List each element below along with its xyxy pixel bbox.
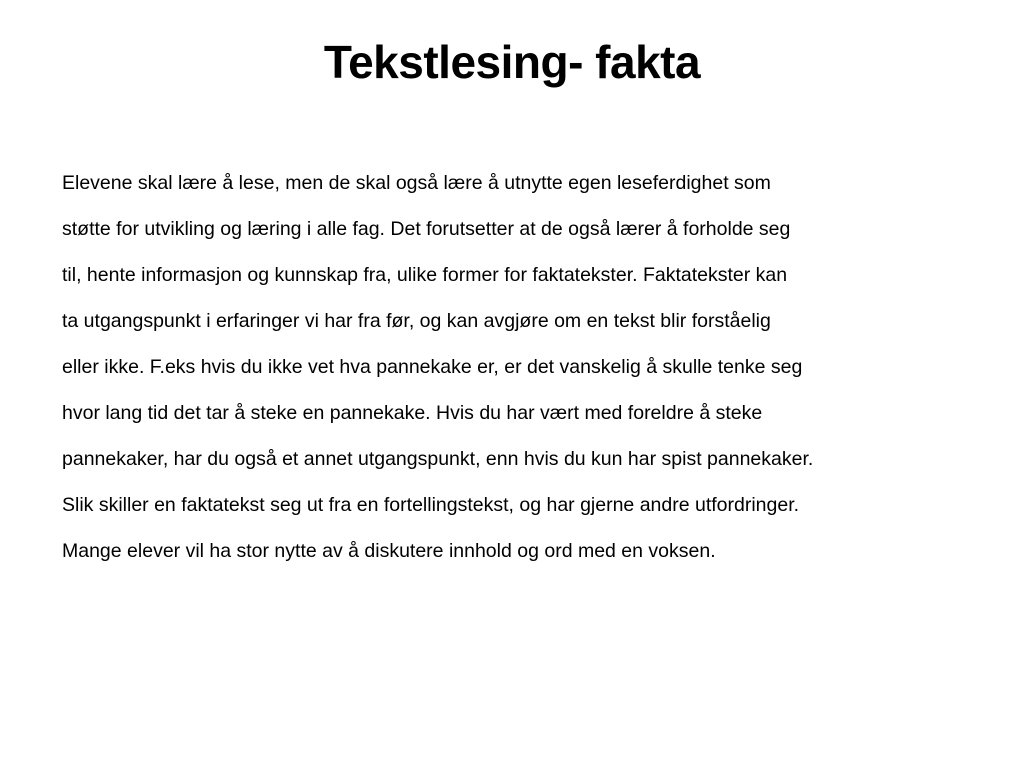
body-line: støtte for utvikling og læring i alle fag. Det forutsetter at de også lærer å forholde seg — [62, 218, 791, 240]
slide-body-text — [62, 160, 962, 574]
body-line: pannekaker, har du også et annet utgangspunkt, enn hvis du kun har spist pannekaker. — [62, 448, 814, 470]
body-line: hvor lang tid det tar å steke en pannekake. Hvis du har vært med foreldre å steke — [62, 402, 763, 424]
slide-title: Tekstlesing- fakta — [323, 36, 701, 88]
body-line: Elevene skal lære å lese, men de skal også lære å utnytte egen leseferdighet som — [62, 172, 771, 194]
body-line: Slik skiller en faktatekst seg ut fra en fortellingstekst, og har gjerne andre utfordringer. — [62, 494, 800, 516]
body-line: ta utgangspunkt i erfaringer vi har fra før, og kan avgjøre om en tekst blir forståelig — [62, 310, 771, 332]
body-line: eller ikke. F.eks hvis du ikke vet hva pannekake er, er det vanskelig å skulle tenke seg — [62, 356, 803, 378]
body-line: til, hente informasjon og kunnskap fra, ulike former for faktatekster. Faktatekster kan — [62, 264, 788, 286]
body-line: Mange elever vil ha stor nytte av å diskutere innhold og ord med en voksen. — [62, 540, 716, 562]
